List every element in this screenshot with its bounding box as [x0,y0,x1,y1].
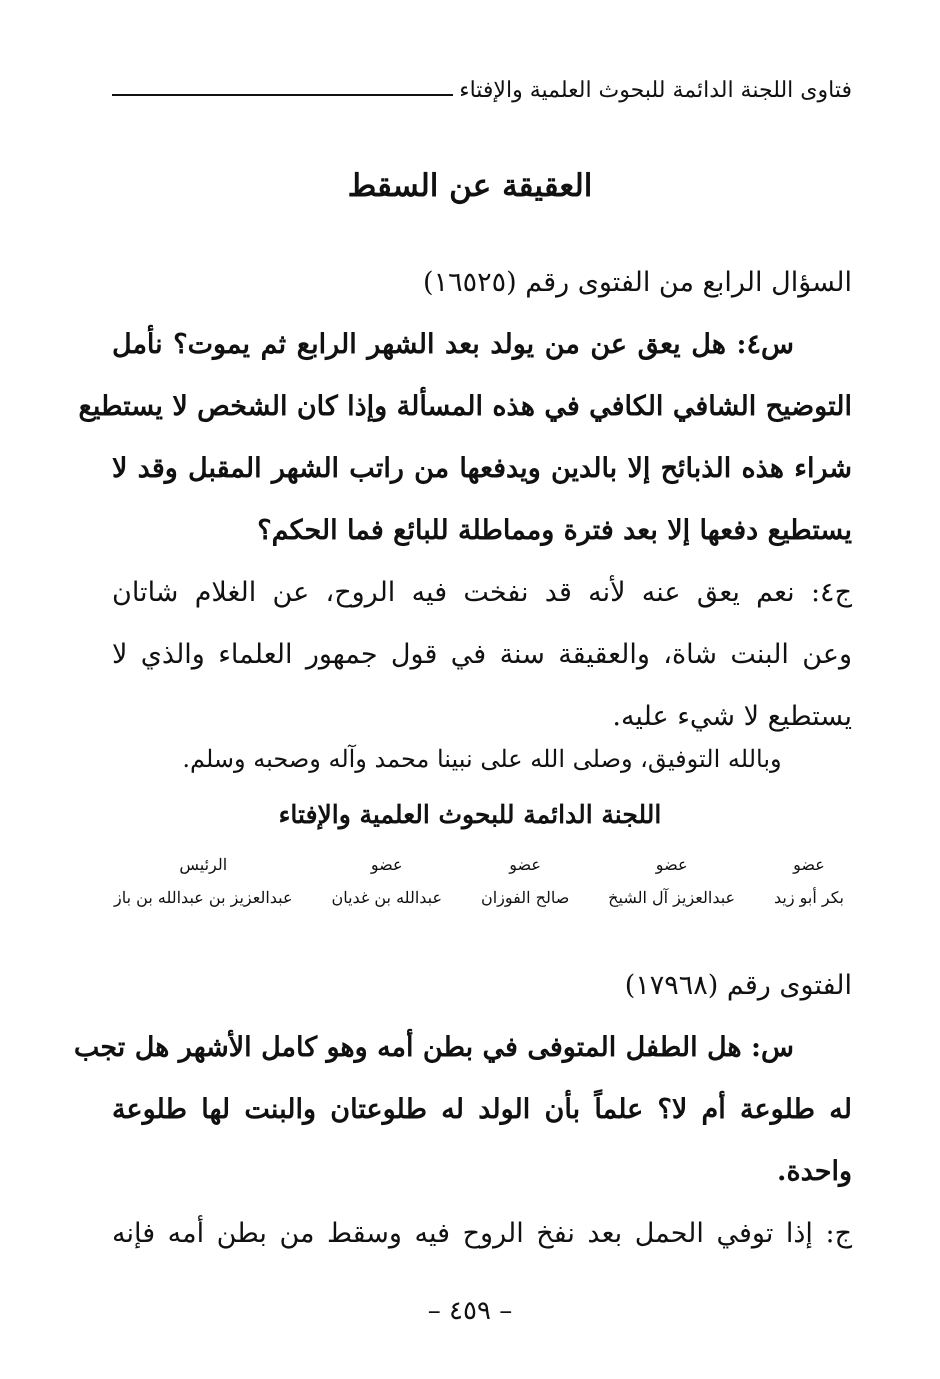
fatwa-1 [78,252,852,748]
fatwa-2-intro: الفتوى رقم (١٧٩٦٨) [624,970,852,1001]
fatwa-1-answer-line: وعن البنت شاة، والعقيقة سنة في قول جمهور العلماء والذي لا [112,639,852,670]
fatwa-1-question-line: س٤: هل يعق عن من يولد بعد الشهر الرابع ثم يموت؟ نأمل [112,329,794,360]
member-name: عبدالعزيز بن عبدالله بن باز [114,888,293,907]
fatwa-1-question-line: التوضيح الشافي الكافي في هذه المسألة وإذا كان الشخص لا يستطيع [78,391,852,422]
fatwa-2-question-line: له طلوعة أم لا؟ علماً بأن الولد له طلوعتان والبنت لها طلوعة [112,1094,852,1125]
member-name: عبدالعزيز آل الشيخ [608,888,736,907]
member-name: صالح الفوزان [480,888,570,907]
page-number: – ٤٥٩ – [427,1296,513,1326]
member-role: عضو [655,855,688,874]
fatwa-2-question-line: س: هل الطفل المتوفى في بطن أمه وهو كامل الأشهر هل تجب [73,1032,794,1063]
section-title: العقيقة عن السقط [347,168,593,204]
running-header-title: فتاوى اللجنة الدائمة للبحوث العلمية والإفتاء [459,78,852,103]
member-role: عضو [370,855,403,874]
member-name: بكر أبو زيد [773,888,844,907]
committee-members [114,850,844,916]
member-role: الرئيس [179,855,228,874]
fatwa-1-intro: السؤال الرابع من الفتوى رقم (١٦٥٢٥) [423,267,852,298]
closing-formula: وبالله التوفيق، وصلى الله على نبينا محمد وآله وصحبه وسلم. [182,745,782,773]
fatwa-1-answer-line: يستطيع لا شيء عليه. [612,701,852,732]
member-role: عضو [509,855,541,874]
committee-member [481,850,569,916]
committee-member [774,850,844,916]
fatwa-1-question-line: شراء هذه الذبائح إلا بالدين ويدفعها من راتب الشهر المقبل وقد لا [112,453,852,484]
running-header [112,78,852,103]
member-name: عبدالله بن غديان [331,888,443,907]
fatwa-1-question-line: يستطيع دفعها إلا بعد فترة ومماطلة للبائع فما الحكم؟ [257,515,852,546]
header-rule [112,94,453,96]
fatwa-1-answer-line: ج٤: نعم يعق عنه لأنه قد نفخت فيه الروح، عن الغلام شاتان [112,577,852,608]
committee-name: اللجنة الدائمة للبحوث العلمية والإفتاء [278,800,662,829]
fatwa-2-answer-line: ج: إذا توفي الحمل بعد نفخ الروح فيه وسقط من بطن أمه فإنه [112,1218,852,1249]
committee-member [114,850,293,916]
fatwa-2-question-line: واحدة. [777,1156,852,1187]
committee-member [608,850,735,916]
committee-member [331,850,442,916]
fatwa-2 [73,955,852,1265]
member-role: عضو [793,855,825,874]
